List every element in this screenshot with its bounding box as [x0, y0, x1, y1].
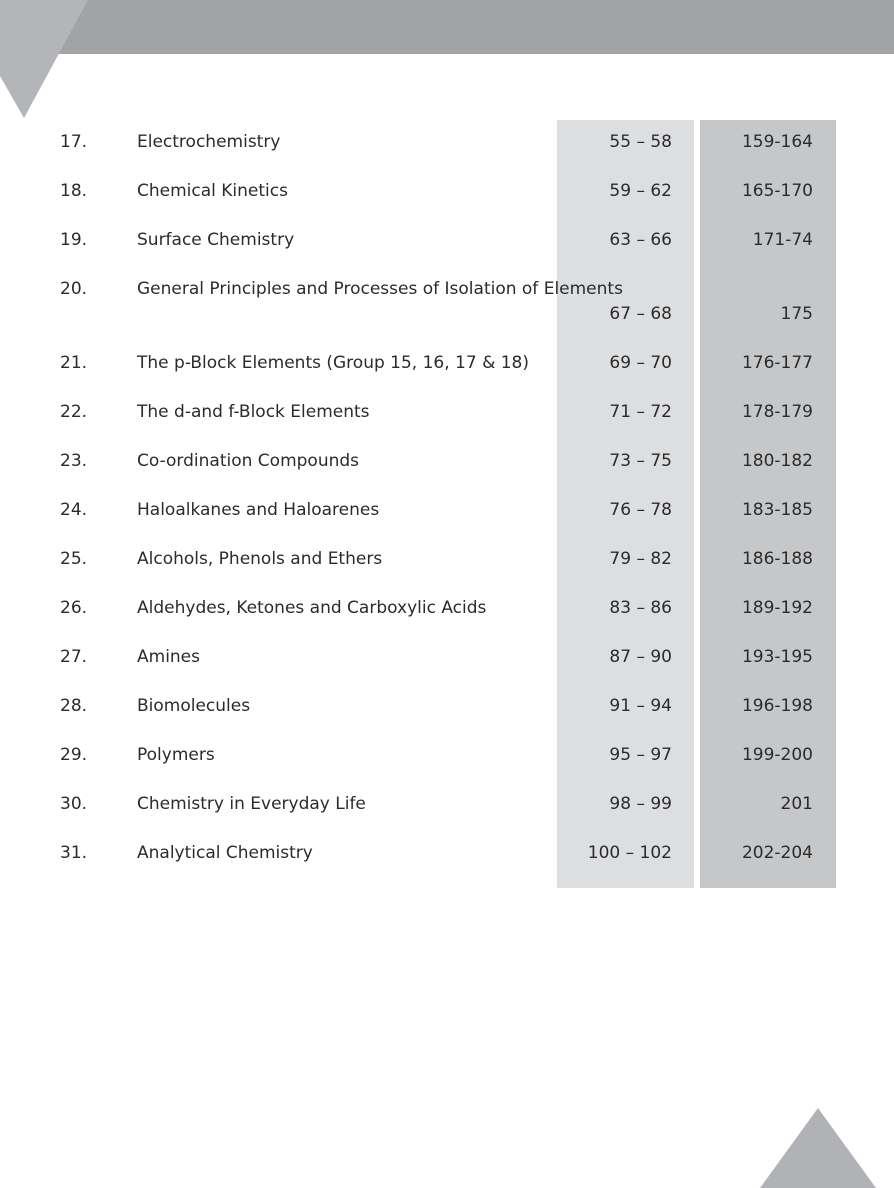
chapter-number: 26.	[60, 598, 88, 618]
toc-row-24	[0, 488, 894, 537]
page-range-b: 193-195	[741, 647, 813, 667]
toc-row-20	[0, 267, 894, 341]
corner-triangle-decoration	[0, 0, 90, 118]
toc-row-17	[0, 120, 894, 169]
page-range-a: 63 – 66	[609, 230, 672, 250]
page-range-b: 202-204	[741, 843, 813, 863]
chapter-number: 28.	[60, 696, 88, 716]
toc-row-26	[0, 586, 894, 635]
chapter-number: 27.	[60, 647, 88, 667]
page-range-a: 91 – 94	[609, 696, 672, 716]
page-range-b: 186-188	[741, 549, 813, 569]
toc-row-23	[0, 439, 894, 488]
chapter-title: Haloalkanes and Haloarenes	[137, 500, 380, 520]
chapter-title: General Principles and Processes of Isolation of Elements	[137, 279, 623, 299]
toc-row-19	[0, 218, 894, 267]
toc-row-27	[0, 635, 894, 684]
chapter-title: Chemical Kinetics	[137, 181, 288, 201]
toc-row-18	[0, 169, 894, 218]
chapter-title: Electrochemistry	[137, 132, 281, 152]
toc-row-21	[0, 341, 894, 390]
chapter-title: Analytical Chemistry	[137, 843, 313, 863]
chapter-number: 20.	[60, 279, 88, 299]
page-range-b: 178-179	[741, 402, 813, 422]
page-range-b: 159-164	[741, 132, 813, 152]
page-range-b: 189-192	[741, 598, 813, 618]
page-range-a: 76 – 78	[609, 500, 672, 520]
bottom-triangle-decoration	[760, 1108, 876, 1188]
chapter-title: Co-ordination Compounds	[137, 451, 360, 471]
table-of-contents	[0, 120, 894, 880]
page-range-a: 55 – 58	[609, 132, 672, 152]
page-range-a: 69 – 70	[609, 353, 672, 373]
chapter-number: 19.	[60, 230, 88, 250]
chapter-number: 21.	[60, 353, 88, 373]
chapter-number: 18.	[60, 181, 88, 201]
page-range-b: 196-198	[741, 696, 813, 716]
page-range-a: 100 – 102	[587, 843, 672, 863]
chapter-number: 29.	[60, 745, 88, 765]
page-range-a: 98 – 99	[609, 794, 672, 814]
chapter-number: 17.	[60, 132, 88, 152]
page-range-b: 199-200	[741, 745, 813, 765]
toc-row-22	[0, 390, 894, 439]
page-range-b: 171-74	[752, 230, 813, 250]
page-range-b: 180-182	[741, 451, 813, 471]
chapter-title: Alcohols, Phenols and Ethers	[137, 549, 383, 569]
page-range-b: 201	[780, 794, 813, 814]
chapter-title: The d-and f-Block Elements	[137, 402, 370, 422]
header-band	[0, 0, 894, 54]
page-range-b: 176-177	[741, 353, 813, 373]
chapter-number: 30.	[60, 794, 88, 814]
page-range-a: 59 – 62	[609, 181, 672, 201]
page-range-a: 79 – 82	[609, 549, 672, 569]
page-range-a: 73 – 75	[609, 451, 672, 471]
page-range-a: 67 – 68	[609, 304, 672, 324]
toc-row-31	[0, 831, 894, 880]
page-range-a: 87 – 90	[609, 647, 672, 667]
toc-row-30	[0, 782, 894, 831]
page-range-b: 183-185	[741, 500, 813, 520]
chapter-number: 24.	[60, 500, 88, 520]
chapter-title: Chemistry in Everyday Life	[137, 794, 366, 814]
chapter-number: 31.	[60, 843, 88, 863]
toc-row-25	[0, 537, 894, 586]
chapter-title: Amines	[137, 647, 201, 667]
chapter-title: Biomolecules	[137, 696, 251, 716]
page-range-b: 175	[780, 304, 813, 324]
chapter-title: Surface Chemistry	[137, 230, 295, 250]
chapter-title: The p-Block Elements (Group 15, 16, 17 & 18)	[137, 353, 529, 373]
chapter-title: Aldehydes, Ketones and Carboxylic Acids	[137, 598, 487, 618]
chapter-number: 23.	[60, 451, 88, 471]
page-range-a: 71 – 72	[609, 402, 672, 422]
page-range-a: 95 – 97	[609, 745, 672, 765]
chapter-title: Polymers	[137, 745, 215, 765]
toc-row-29	[0, 733, 894, 782]
page-range-a: 83 – 86	[609, 598, 672, 618]
toc-row-28	[0, 684, 894, 733]
chapter-number: 25.	[60, 549, 88, 569]
chapter-number: 22.	[60, 402, 88, 422]
page-range-b: 165-170	[741, 181, 813, 201]
